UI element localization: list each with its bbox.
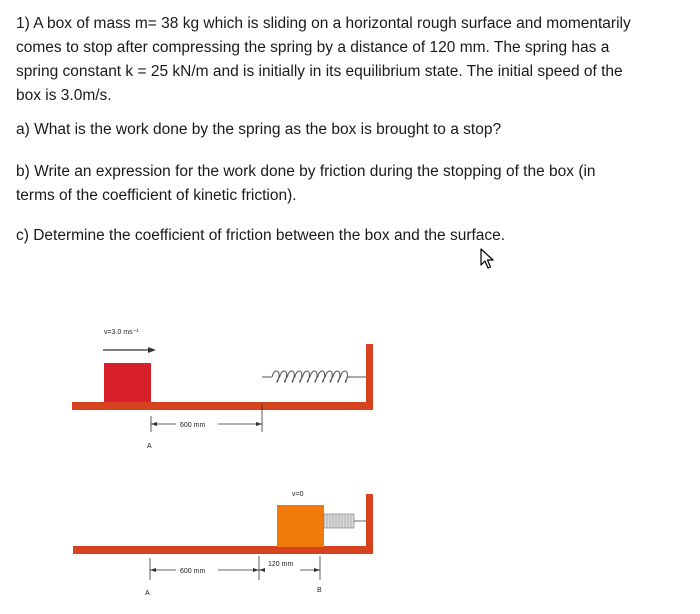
point-a-bottom: A xyxy=(145,590,150,597)
intro-line: comes to stop after compressing the spring by a distance of 120 mm. The spring has a xyxy=(16,39,610,56)
top-figure xyxy=(72,329,373,450)
bottom-figure xyxy=(73,491,373,597)
wall-top xyxy=(366,344,373,410)
spring-top xyxy=(262,371,366,382)
question-b-line: terms of the coefficient of kinetic friction). xyxy=(16,187,297,204)
question-c: c) Determine the coefficient of friction between the box and the surface. xyxy=(16,227,506,244)
point-a-top: A xyxy=(147,443,152,450)
point-b-bottom: B xyxy=(317,587,322,594)
intro-line: box is 3.0m/s. xyxy=(16,87,112,104)
wall-bottom xyxy=(366,494,373,554)
question-a: a) What is the work done by the spring as the box is brought to a stop? xyxy=(16,121,502,138)
surface-bottom xyxy=(73,546,373,554)
velocity-label-bottom: v=0 xyxy=(292,491,304,498)
intro-line: 1) A box of mass m= 38 kg which is sliding on a horizontal rough surface and momentarily xyxy=(16,15,631,32)
box-top xyxy=(104,363,151,403)
question-b-line: b) Write an expression for the work done by friction during the stopping of the box (in xyxy=(16,163,596,180)
spring-bottom-compressed xyxy=(324,514,366,528)
compression-label-bottom: 120 mm xyxy=(268,561,294,568)
surface-top xyxy=(72,402,372,410)
intro-line: spring constant k = 25 kN/m and is initially in its equilibrium state. The initial speed of the xyxy=(16,63,623,80)
velocity-arrow-top xyxy=(103,347,156,353)
box-bottom xyxy=(277,505,324,547)
distance-label-top: 600 mm xyxy=(180,422,206,429)
velocity-label-top: v=3.0 ms⁻¹ xyxy=(104,329,139,336)
dimension-bottom xyxy=(150,556,320,580)
distance-label-bottom: 600 mm xyxy=(180,568,206,575)
